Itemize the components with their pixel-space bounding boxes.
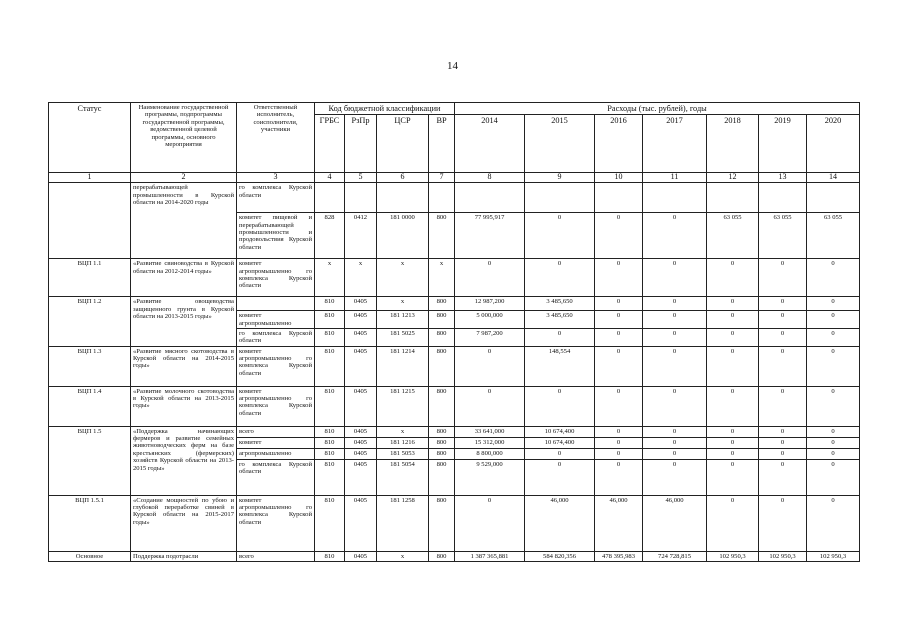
row-program-name: «Создание мощностей по убою и глубокой переработке свиней в Курской области на 2015-2017 годы» [131, 495, 237, 551]
header-status: Статус [49, 103, 131, 173]
row-expense-2020: 0 [807, 311, 860, 329]
column-number: 2 [131, 173, 237, 183]
row-expense-2015: 46,000 [525, 495, 595, 551]
row-expense-2014: 0 [455, 386, 525, 426]
row-csr: х [377, 551, 429, 561]
row-expense-2014: 7 987,200 [455, 328, 525, 346]
header-year-2017: 2017 [643, 115, 707, 173]
column-number: 10 [595, 173, 643, 183]
row-expense-2015 [525, 183, 595, 213]
row-csr: х [377, 259, 429, 297]
row-expense-2015: 0 [525, 459, 595, 495]
row-grbs: х [315, 259, 345, 297]
row-vr: 800 [429, 328, 455, 346]
header-rzpr: РзПр [345, 115, 377, 173]
row-expense-2015: 3 485,650 [525, 311, 595, 329]
row-grbs: 810 [315, 297, 345, 311]
row-expense-2020: 63 055 [807, 213, 860, 259]
row-status: Основное [49, 551, 131, 561]
row-expense-2015: 584 820,356 [525, 551, 595, 561]
row-csr: 181 1213 [377, 311, 429, 329]
row-expense-2020: 0 [807, 386, 860, 426]
row-expense-2019: 0 [759, 426, 807, 437]
row-expense-2017: 0 [643, 448, 707, 459]
column-number: 13 [759, 173, 807, 183]
column-number: 1 [49, 173, 131, 183]
column-number: 12 [707, 173, 759, 183]
row-expense-2020: 0 [807, 259, 860, 297]
row-responsible: комитет агропромышленно го комплекса Курской области [237, 495, 315, 551]
row-expense-2017: 0 [643, 437, 707, 448]
column-number: 8 [455, 173, 525, 183]
row-expense-2018: 0 [707, 426, 759, 437]
row-expense-2014: 5 000,000 [455, 311, 525, 329]
row-csr: 181 1214 [377, 346, 429, 386]
row-expense-2017: 0 [643, 346, 707, 386]
table-row [49, 551, 860, 561]
row-grbs [315, 183, 345, 213]
row-responsible: го комплекса Курской области [237, 459, 315, 495]
row-expense-2019: 102 950,3 [759, 551, 807, 561]
row-expense-2016: 0 [595, 448, 643, 459]
row-expense-2017: 46,000 [643, 495, 707, 551]
row-rzpr: 0405 [345, 346, 377, 386]
column-number: 7 [429, 173, 455, 183]
row-responsible [237, 297, 315, 311]
row-csr: 181 5053 [377, 448, 429, 459]
row-rzpr: 0405 [345, 551, 377, 561]
row-expense-2020: 0 [807, 495, 860, 551]
column-number: 5 [345, 173, 377, 183]
row-expense-2016: 0 [595, 386, 643, 426]
row-expense-2018: 0 [707, 459, 759, 495]
row-responsible: комитет [237, 437, 315, 448]
row-responsible: го комплекса Курской области [237, 183, 315, 213]
header-year-2015: 2015 [525, 115, 595, 173]
row-expense-2018: 0 [707, 311, 759, 329]
row-rzpr [345, 183, 377, 213]
header-responsible: Ответственный исполнитель, соисполнители, участники [237, 103, 315, 173]
row-responsible: комитет агропромышленно го комплекса Курской области [237, 259, 315, 297]
row-expense-2018: 0 [707, 495, 759, 551]
row-csr: 181 5054 [377, 459, 429, 495]
row-program-name: Поддержка подотрасли [131, 551, 237, 561]
row-rzpr: 0405 [345, 328, 377, 346]
column-number: 14 [807, 173, 860, 183]
row-expense-2015: 0 [525, 448, 595, 459]
row-expense-2015: 0 [525, 213, 595, 259]
row-expense-2018: 0 [707, 386, 759, 426]
row-expense-2018: 0 [707, 259, 759, 297]
row-expense-2016: 0 [595, 437, 643, 448]
row-expense-2014: 0 [455, 259, 525, 297]
row-vr: 800 [429, 426, 455, 437]
row-vr [429, 183, 455, 213]
table-row [49, 495, 860, 551]
row-expense-2019: 0 [759, 259, 807, 297]
table-row [49, 346, 860, 386]
row-expense-2016: 0 [595, 328, 643, 346]
column-number-row [49, 173, 860, 183]
header-year-2020: 2020 [807, 115, 860, 173]
row-expense-2020: 102 950,3 [807, 551, 860, 561]
row-responsible: агропромышленно [237, 448, 315, 459]
row-status [49, 183, 131, 259]
row-csr [377, 183, 429, 213]
header-vr: ВР [429, 115, 455, 173]
row-expense-2016: 0 [595, 213, 643, 259]
row-expense-2019: 0 [759, 448, 807, 459]
column-number: 4 [315, 173, 345, 183]
row-grbs: 810 [315, 386, 345, 426]
row-grbs: 810 [315, 311, 345, 329]
row-csr: 181 1215 [377, 386, 429, 426]
row-expense-2017: 0 [643, 426, 707, 437]
row-expense-2014: 33 641,000 [455, 426, 525, 437]
row-grbs: 828 [315, 213, 345, 259]
row-vr: 800 [429, 551, 455, 561]
column-number: 9 [525, 173, 595, 183]
row-expense-2016: 0 [595, 259, 643, 297]
row-rzpr: 0405 [345, 448, 377, 459]
row-grbs: 810 [315, 459, 345, 495]
row-expense-2018: 0 [707, 448, 759, 459]
row-vr: 800 [429, 346, 455, 386]
row-expense-2019: 0 [759, 346, 807, 386]
row-expense-2017: 0 [643, 328, 707, 346]
row-program-name: перерабатывающей промышленности в Курской области на 2014-2020 годы [131, 183, 237, 259]
row-expense-2017: 724 728,815 [643, 551, 707, 561]
row-expense-2016 [595, 183, 643, 213]
row-csr: 181 5025 [377, 328, 429, 346]
row-grbs: 810 [315, 551, 345, 561]
row-program-name: «Развитие свиноводства в Курской области на 2012-2014 годы» [131, 259, 237, 297]
row-responsible: всего [237, 426, 315, 437]
row-expense-2014: 77 995,917 [455, 213, 525, 259]
row-expense-2019: 0 [759, 297, 807, 311]
row-rzpr: 0405 [345, 297, 377, 311]
row-expense-2020: 0 [807, 459, 860, 495]
row-expense-2017: 0 [643, 259, 707, 297]
row-expense-2015: 10 674,400 [525, 437, 595, 448]
column-number: 11 [643, 173, 707, 183]
row-expense-2015: 148,554 [525, 346, 595, 386]
row-vr: 800 [429, 386, 455, 426]
row-grbs: 810 [315, 495, 345, 551]
header-grbs: ГРБС [315, 115, 345, 173]
row-expense-2019 [759, 183, 807, 213]
row-expense-2018: 0 [707, 328, 759, 346]
row-expense-2019: 0 [759, 495, 807, 551]
row-expense-2014: 8 800,000 [455, 448, 525, 459]
row-expense-2014: 15 312,000 [455, 437, 525, 448]
row-status: ВЦП 1.5 [49, 426, 131, 495]
header-year-2016: 2016 [595, 115, 643, 173]
row-expense-2019: 63 055 [759, 213, 807, 259]
row-expense-2017 [643, 183, 707, 213]
table-row [49, 386, 860, 426]
row-expense-2019: 0 [759, 311, 807, 329]
row-responsible: комитет агропромышленно [237, 311, 315, 329]
header-code-group: Код бюджетной классификации [315, 103, 455, 115]
row-status: ВЦП 1.3 [49, 346, 131, 386]
header-year-2018: 2018 [707, 115, 759, 173]
row-grbs: 810 [315, 437, 345, 448]
row-program-name: «Развитие мясного скотоводства в Курской области на 2014-2015 годы» [131, 346, 237, 386]
header-year-2019: 2019 [759, 115, 807, 173]
row-expense-2015: 3 485,650 [525, 297, 595, 311]
row-rzpr: 0405 [345, 386, 377, 426]
row-expense-2014: 12 987,200 [455, 297, 525, 311]
header-name: Наименование государственной программы, подпрограммы государственной программы, ведомственной целевой программы, основного мероприятия [131, 103, 237, 173]
row-vr: 800 [429, 448, 455, 459]
row-rzpr: 0405 [345, 495, 377, 551]
row-status: ВЦП 1.4 [49, 386, 131, 426]
row-csr: х [377, 426, 429, 437]
row-responsible: всего [237, 551, 315, 561]
row-rzpr: 0405 [345, 311, 377, 329]
row-grbs: 810 [315, 426, 345, 437]
row-expense-2016: 0 [595, 311, 643, 329]
row-expense-2020: 0 [807, 437, 860, 448]
row-status: ВЦП 1.1 [49, 259, 131, 297]
row-csr: 181 1258 [377, 495, 429, 551]
row-expense-2016: 0 [595, 426, 643, 437]
row-grbs: 810 [315, 448, 345, 459]
row-expense-2018 [707, 183, 759, 213]
row-csr: 181 1216 [377, 437, 429, 448]
row-expense-2014: 0 [455, 495, 525, 551]
row-expense-2016: 0 [595, 297, 643, 311]
row-expense-2017: 0 [643, 297, 707, 311]
row-expense-2018: 102 950,3 [707, 551, 759, 561]
row-program-name: «Развитие овощеводства защищенного грунта в Курской области на 2013-2015 годы» [131, 297, 237, 347]
row-grbs: 810 [315, 346, 345, 386]
row-vr: 800 [429, 459, 455, 495]
row-expense-2018: 63 055 [707, 213, 759, 259]
row-rzpr: 0412 [345, 213, 377, 259]
row-expense-2016: 0 [595, 459, 643, 495]
row-expense-2018: 0 [707, 346, 759, 386]
column-number: 3 [237, 173, 315, 183]
row-vr: 800 [429, 213, 455, 259]
row-expense-2017: 0 [643, 311, 707, 329]
row-expense-2015: 10 674,400 [525, 426, 595, 437]
row-vr: х [429, 259, 455, 297]
row-status: ВЦП 1.2 [49, 297, 131, 347]
row-expense-2020: 0 [807, 448, 860, 459]
row-csr: 181 0000 [377, 213, 429, 259]
row-rzpr: 0405 [345, 459, 377, 495]
row-expense-2016: 478 395,983 [595, 551, 643, 561]
table-body [49, 183, 860, 562]
row-expense-2015: 0 [525, 328, 595, 346]
table-row [49, 183, 860, 213]
row-expense-2014 [455, 183, 525, 213]
row-expense-2014: 9 529,000 [455, 459, 525, 495]
header-csr: ЦСР [377, 115, 429, 173]
row-expense-2020: 0 [807, 328, 860, 346]
row-expense-2018: 0 [707, 297, 759, 311]
row-responsible: го комплекса Курской области [237, 328, 315, 346]
row-program-name: «Развитие молочного скотоводства в Курской области на 2013-2015 годы» [131, 386, 237, 426]
row-vr: 800 [429, 495, 455, 551]
row-expense-2014: 0 [455, 346, 525, 386]
row-rzpr: х [345, 259, 377, 297]
table-row [49, 297, 860, 311]
header-year-2014: 2014 [455, 115, 525, 173]
row-vr: 800 [429, 311, 455, 329]
header-expenses-group: Расходы (тыс. рублей), годы [455, 103, 860, 115]
row-expense-2020 [807, 183, 860, 213]
row-expense-2020: 0 [807, 346, 860, 386]
page-number: 14 [447, 60, 458, 72]
row-expense-2016: 46,000 [595, 495, 643, 551]
row-expense-2015: 0 [525, 386, 595, 426]
row-status: ВЦП 1.5.1 [49, 495, 131, 551]
row-rzpr: 0405 [345, 426, 377, 437]
row-grbs: 810 [315, 328, 345, 346]
row-expense-2015: 0 [525, 259, 595, 297]
row-expense-2017: 0 [643, 213, 707, 259]
budget-table [48, 102, 860, 562]
row-expense-2017: 0 [643, 459, 707, 495]
row-expense-2016: 0 [595, 346, 643, 386]
row-expense-2018: 0 [707, 437, 759, 448]
row-expense-2017: 0 [643, 386, 707, 426]
row-expense-2020: 0 [807, 297, 860, 311]
row-expense-2019: 0 [759, 437, 807, 448]
row-vr: 800 [429, 297, 455, 311]
row-expense-2019: 0 [759, 459, 807, 495]
row-responsible: комитет агропромышленно го комплекса Курской области [237, 386, 315, 426]
row-responsible: комитет пищевой и перерабатывающей промышленности и продовольствия Курской области [237, 213, 315, 259]
row-expense-2020: 0 [807, 426, 860, 437]
row-expense-2014: 1 387 365,881 [455, 551, 525, 561]
row-rzpr: 0405 [345, 437, 377, 448]
row-expense-2019: 0 [759, 386, 807, 426]
column-number: 6 [377, 173, 429, 183]
table-row [49, 259, 860, 297]
row-vr: 800 [429, 437, 455, 448]
table-row [49, 426, 860, 437]
row-expense-2019: 0 [759, 328, 807, 346]
row-csr: х [377, 297, 429, 311]
row-program-name: «Поддержка начинающих фермеров и развитие семейных животноводческих ферм на базе крестьянских (фермерских) хозяйств Курской области на 2013-2015 годы» [131, 426, 237, 495]
row-responsible: комитет агропромышленно го комплекса Курской области [237, 346, 315, 386]
